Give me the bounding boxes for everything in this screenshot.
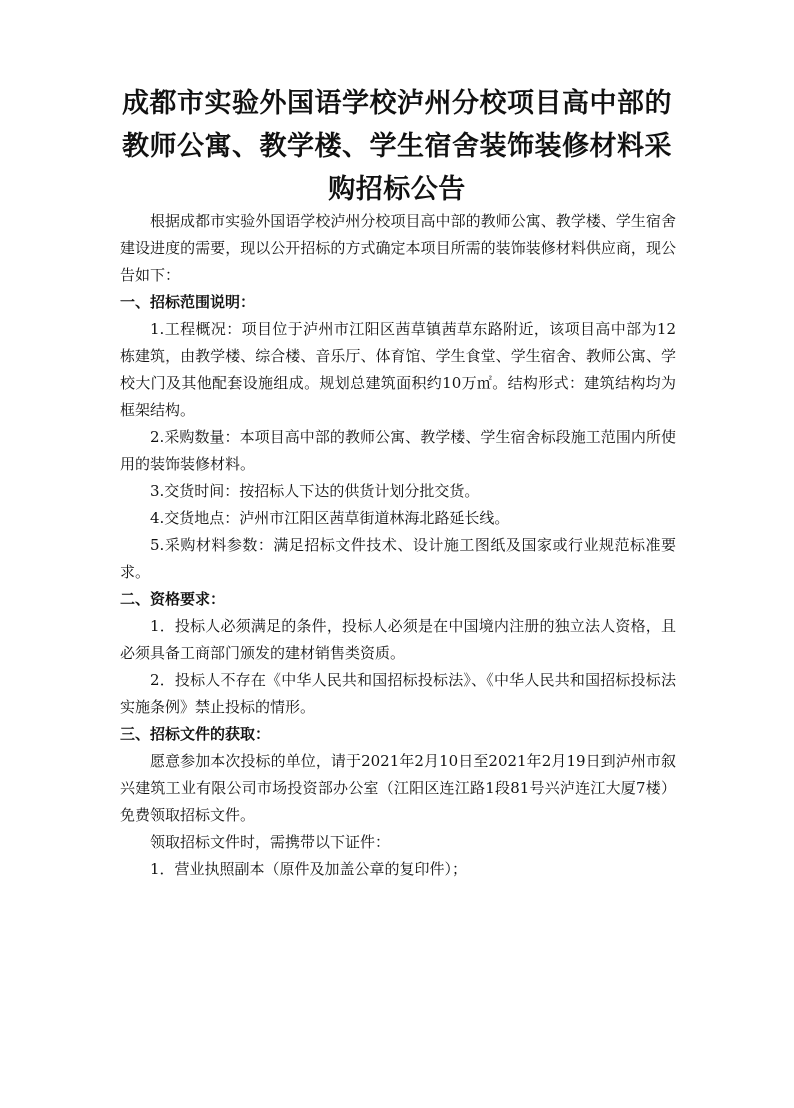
qualification-item-no-prohibition: 2．投标人不存在《中华人民共和国招标投标法》、《中华人民共和国招标投标法实施条例》禁止投标的情形。 [120,671,676,716]
scope-item-delivery-time: 3.交货时间：按招标人下达的供货计划分批交货。 [150,482,480,500]
scope-item-quantity: 2.采购数量：本项目高中部的教师公寓、教学楼、学生宿舍标段施工范围内所使用的装饰装修材料。 [120,428,676,473]
scope-item-material-params: 5.采购材料参数：满足招标文件技术、设计施工图纸及国家或行业规范标准要求。 [120,536,676,581]
intro-paragraph: 根据成都市实验外国语学校泸州分校项目高中部的教师公寓、教学楼、学生宿舍建设进度的需要，现以公开招标的方式确定本项目所需的装饰装修材料供应商，现公告如下： [120,212,676,284]
documents-paragraph-pickup: 愿意参加本次投标的单位，请于2021年2月10日至2021年2月19日到泸州市叙兴建筑工业有限公司市场投资部办公室（江阳区连江路1段81号兴泸连江大厦7楼）免费领取招标文件。 [120,752,676,824]
section-heading-scope: 一、招标范围说明： [120,293,256,311]
scope-item-overview: 1.工程概况：项目位于泸州市江阳区茜草镇茜草东路附近，该项目高中部为12栋建筑，由教学楼、综合楼、音乐厅、体育馆、学生食堂、学生宿舍、教师公寓、学校大门及其他配套设施组成。规划总建筑面积约10万㎡。结构形式：建筑结构均为框架结构。 [120,320,676,419]
documents-paragraph-required-certs: 领取招标文件时，需携带以下证件： [150,833,391,851]
document-title: 成都市实验外国语学校泸州分校项目高中部的教师公寓、教学楼、学生宿舍装饰装修材料采购招标公告 [122,88,672,205]
document-body [120,208,676,883]
qualification-item-legal-entity: 1．投标人必须满足的条件，投标人必须是在中国境内注册的独立法人资格，且必须具备工商部门颁发的建材销售类资质。 [120,617,676,662]
section-heading-qualification: 二、资格要求： [120,590,226,608]
scope-item-delivery-location: 4.交货地点：泸州市江阳区茜草街道林海北路延长线。 [150,509,510,527]
documents-item-business-license: 1．营业执照副本（原件及加盖公章的复印件）； [150,860,468,878]
section-heading-documents: 三、招标文件的获取： [120,725,271,743]
